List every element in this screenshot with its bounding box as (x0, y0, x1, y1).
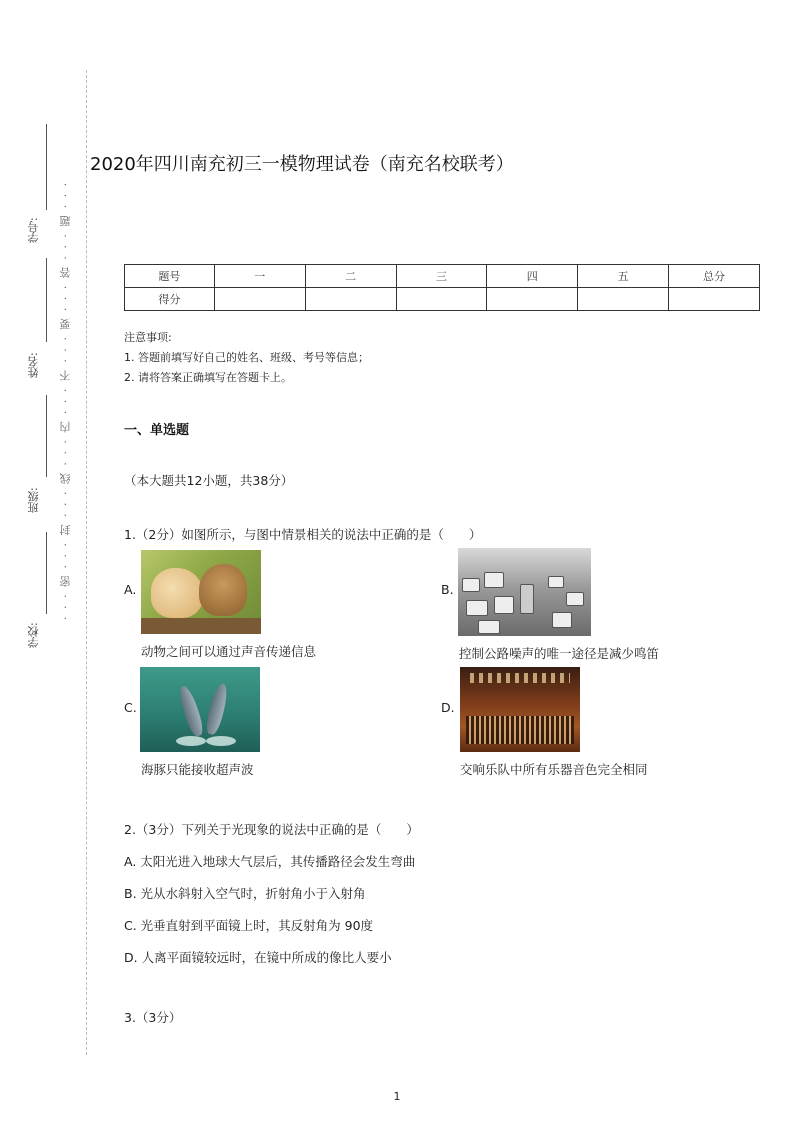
car (552, 612, 572, 628)
question-1-option-c-letter: C. (124, 700, 137, 715)
score-cell (578, 288, 669, 311)
car (566, 592, 584, 606)
score-row-label: 得分 (125, 288, 215, 311)
car (478, 620, 500, 634)
name-label: 姓名: (27, 352, 40, 378)
water-splash (206, 736, 236, 746)
car (466, 600, 488, 616)
car (484, 572, 504, 588)
water-splash (176, 736, 206, 746)
score-cell (487, 288, 578, 311)
question-2-option-a: A. 太阳光进入地球大气层后，其传播路径会发生弯曲 (124, 854, 416, 869)
class-line (46, 395, 47, 477)
score-table-header-row (125, 265, 760, 288)
score-table-header-cell: 题号 (125, 265, 215, 288)
car (462, 578, 480, 592)
notes-item: 1. 答题前填写好自己的姓名、班级、考号等信息； (124, 351, 369, 364)
question-1-option-a-letter: A. (124, 582, 137, 597)
score-table-header-cell: 四 (487, 265, 578, 288)
score-table-header-cell: 一 (214, 265, 305, 288)
orchestra-photo (460, 667, 580, 752)
score-table-header-cell: 三 (396, 265, 487, 288)
dolphin (204, 682, 230, 736)
score-cell (305, 288, 396, 311)
car (494, 596, 514, 614)
question-1-option-b-text: 控制公路噪声的唯一途径是减少鸣笛 (459, 646, 660, 661)
student-id-label: 学号: (27, 217, 40, 243)
notes-item: 2. 请将答案正确填写在答题卡上。 (124, 371, 292, 384)
question-3-stem: 3.（3分） (124, 1010, 182, 1025)
school-label: 学校: (27, 622, 40, 648)
notes-heading: 注意事项: (124, 331, 172, 344)
stage-lights (470, 673, 570, 683)
class-label: 班级: (27, 487, 40, 513)
wooden-log (141, 618, 261, 634)
bus (520, 584, 534, 614)
car (548, 576, 564, 588)
school-line (46, 532, 47, 614)
section-title: 一、单选题 (124, 423, 190, 438)
page-title: 2020年四川南充初三一模物理试卷（南充名校联考） (90, 154, 514, 175)
puppies-photo (141, 550, 261, 634)
traffic-jam-photo (458, 548, 591, 636)
score-table-header-cell: 总分 (669, 265, 760, 288)
student-id-line (46, 124, 47, 210)
question-1-option-b-letter: B. (441, 582, 454, 597)
question-2-option-d: D. 人离平面镜较远时，在镜中所成的像比人要小 (124, 950, 392, 965)
notes (124, 328, 369, 388)
question-1-stem: 1.（2分）如图所示，与图中情景相关的说法中正确的是（ ） (124, 527, 482, 542)
score-cell (214, 288, 305, 311)
question-2-option-b: B. 光从水斜射入空气时，折射角小于入射角 (124, 886, 366, 901)
binding-dashed-line (86, 70, 87, 1055)
score-table (124, 264, 760, 311)
score-cell (669, 288, 760, 311)
question-1-option-d-text: 交响乐队中所有乐器音色完全相同 (460, 762, 648, 777)
question-1-option-c-text: 海豚只能接收超声波 (141, 762, 254, 777)
question-1-option-d-letter: D. (441, 700, 455, 715)
name-line (46, 258, 47, 342)
page-number: 1 (393, 1090, 401, 1103)
dolphin (176, 684, 205, 738)
score-table-score-row (125, 288, 760, 311)
score-table-header-cell: 五 (578, 265, 669, 288)
orchestra-stage (466, 716, 574, 744)
question-2-stem: 2.（3分）下列关于光现象的说法中正确的是（ ） (124, 822, 419, 837)
question-2-option-c: C. 光垂直射到平面镜上时，其反射角为 90度 (124, 918, 374, 933)
score-cell (396, 288, 487, 311)
puppy-right (199, 564, 247, 616)
seal-line-text: · · · 密 · · · 封 · · · 线 · · · 内 · · · 不 · · · 要 · · · 答 · · · 题 · · · (59, 180, 72, 620)
dolphins-photo (140, 667, 260, 752)
section-subtitle: （本大题共12小题，共38分） (124, 473, 294, 488)
question-1-option-a-text: 动物之间可以通过声音传递信息 (141, 644, 317, 659)
puppy-left (151, 568, 203, 618)
score-table-header-cell: 二 (305, 265, 396, 288)
